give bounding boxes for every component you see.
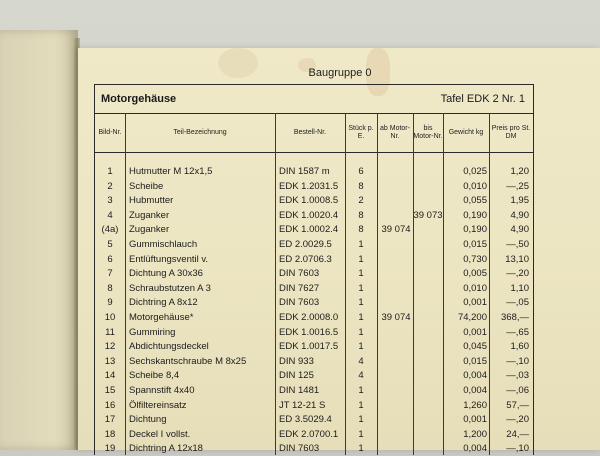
row-nr: 5 <box>107 239 113 250</box>
price: 13,10 <box>505 253 529 265</box>
order-number: DIN 1481 <box>279 385 320 396</box>
quantity: 1 <box>358 268 364 280</box>
order-number: DIN 1587 m <box>279 166 330 177</box>
row-nr: 2 <box>107 180 113 192</box>
column-header-qty: Stück p. E. <box>345 113 377 153</box>
price: 57,— <box>506 399 529 411</box>
row-nr: 6 <box>107 253 113 265</box>
part-name: Scheibe 8,4 <box>129 370 180 382</box>
price: —,10 <box>506 355 529 367</box>
to-motor-nr: 39 073 <box>413 209 443 221</box>
quantity: 6 <box>358 166 364 177</box>
weight: 0,004 <box>463 370 487 382</box>
order-number: DIN 7603 <box>279 297 320 309</box>
table-row <box>95 296 533 310</box>
order-number: EDK 1.0016.5 <box>279 326 339 338</box>
weight: 0,001 <box>463 414 487 426</box>
weight: 0,055 <box>463 195 487 207</box>
sheet-title: Motorgehäuse <box>101 93 177 105</box>
weight: 1,200 <box>463 428 487 440</box>
part-name: Dichtung <box>129 414 167 426</box>
weight: 0,010 <box>463 180 487 192</box>
table-row <box>95 253 533 267</box>
order-number: EDK 1.0002.4 <box>279 224 339 236</box>
table-row <box>95 223 533 237</box>
part-name: Motorgehäuse* <box>129 312 194 323</box>
from-motor-nr: 39 074 <box>381 312 411 323</box>
group-title: Baugruppe 0 <box>308 67 372 79</box>
part-name: Hubmutter <box>129 195 174 207</box>
row-nr: 8 <box>107 282 113 294</box>
column-header-price: Preis pro St. DM <box>489 113 533 153</box>
quantity: 1 <box>358 414 364 426</box>
table-row <box>95 180 533 194</box>
column-header-name: Teil-Bezeichnung <box>125 113 275 153</box>
part-name: Zuganker <box>129 209 170 221</box>
part-name: Abdichtungsdeckel <box>129 341 209 353</box>
quantity: 1 <box>358 282 364 294</box>
weight: 0,730 <box>463 253 487 265</box>
price: —,05 <box>506 297 529 309</box>
table-row <box>95 282 533 296</box>
order-number: DIN 7627 <box>279 282 320 294</box>
price: 1,10 <box>510 282 529 294</box>
price: 24,— <box>506 428 529 440</box>
row-nr: 18 <box>104 428 116 440</box>
part-name: Dichtung A 30x36 <box>129 268 203 280</box>
price: 4,90 <box>510 209 529 221</box>
price: 368,— <box>501 312 529 323</box>
price: —,10 <box>506 443 529 455</box>
weight: 0,015 <box>463 239 487 250</box>
from-motor-nr: 39 074 <box>381 224 411 236</box>
row-nr: 13 <box>104 355 116 367</box>
row-nr: 16 <box>104 399 116 411</box>
weight: 0,001 <box>463 326 487 338</box>
weight: 0,045 <box>463 341 487 353</box>
table-row <box>95 428 533 442</box>
order-number: DIN 933 <box>279 355 314 367</box>
price: —,65 <box>506 326 529 338</box>
weight: 0,005 <box>463 268 487 280</box>
quantity: 1 <box>358 341 364 353</box>
table-row <box>95 326 533 340</box>
table-row <box>95 340 533 354</box>
left-page-edge <box>0 30 78 450</box>
table-row <box>95 442 533 456</box>
row-nr: 3 <box>107 195 113 207</box>
price: 1,95 <box>510 195 529 207</box>
column-header-weight: Gewicht kg <box>443 113 489 153</box>
quantity: 1 <box>358 326 364 338</box>
order-number: EDK 1.0008.5 <box>279 195 339 207</box>
row-nr: 1 <box>107 166 113 177</box>
part-name: Scheibe <box>129 180 164 192</box>
price: —,06 <box>506 385 529 396</box>
order-number: EDK 2.0008.0 <box>279 312 339 323</box>
part-name: Deckel I vollst. <box>129 428 191 440</box>
part-name: Sechskantschraube M 8x25 <box>129 355 247 367</box>
plate-number: Tafel EDK 2 Nr. 1 <box>440 93 525 105</box>
quantity: 4 <box>358 355 364 367</box>
weight: 0,001 <box>463 297 487 309</box>
quantity: 1 <box>358 443 364 455</box>
price: 1,60 <box>510 341 529 353</box>
price: —,03 <box>506 370 529 382</box>
weight: 1,260 <box>463 399 487 411</box>
quantity: 4 <box>358 370 364 382</box>
order-number: DIN 7603 <box>279 443 320 455</box>
weight: 0,004 <box>463 443 487 455</box>
order-number: JT 12-21 S <box>279 399 326 411</box>
quantity: 1 <box>358 312 364 323</box>
weight: 0,015 <box>463 355 487 367</box>
row-nr: 12 <box>104 341 116 353</box>
table-row <box>95 209 533 223</box>
table-row <box>95 399 533 413</box>
row-nr: 10 <box>104 312 116 323</box>
catalog-page <box>78 48 600 455</box>
part-name: Entlüftungsventil v. <box>129 253 209 265</box>
row-nr: 17 <box>104 414 116 426</box>
table-row <box>95 165 533 179</box>
quantity: 8 <box>358 224 364 236</box>
table-row <box>95 413 533 427</box>
part-name: Gummischlauch <box>129 239 198 250</box>
price: —,50 <box>506 239 529 250</box>
quantity: 8 <box>358 209 364 221</box>
column-header-nr: Bild-Nr. <box>95 113 125 153</box>
weight: 0,190 <box>463 209 487 221</box>
row-nr: 7 <box>107 268 113 280</box>
order-number: EDK 2.0700.1 <box>279 428 339 440</box>
part-name: Ölfiltereinsatz <box>129 399 187 411</box>
table-row <box>95 311 533 325</box>
quantity: 1 <box>358 399 364 411</box>
row-nr: (4a) <box>101 224 119 236</box>
order-number: DIN 7603 <box>279 268 320 280</box>
weight: 0,025 <box>463 166 487 177</box>
column-header-ab: ab Motor-Nr. <box>377 113 413 153</box>
weight: 0,004 <box>463 385 487 396</box>
part-name: Gummiring <box>129 326 176 338</box>
row-nr: 11 <box>105 326 115 338</box>
price: 4,90 <box>510 224 529 236</box>
stain-mark <box>218 48 258 78</box>
table-row <box>95 369 533 383</box>
table-row <box>95 267 533 281</box>
weight: 0,190 <box>463 224 487 236</box>
table-header-bar <box>95 85 533 114</box>
part-name: Spannstift 4x40 <box>129 385 195 396</box>
column-header-order: Bestell-Nr. <box>275 113 345 153</box>
row-nr: 19 <box>104 443 116 455</box>
part-name: Zuganker <box>129 224 170 236</box>
quantity: 1 <box>358 297 364 309</box>
order-number: ED 3.5029.4 <box>279 414 332 426</box>
order-number: ED 2.0706.3 <box>279 253 332 265</box>
part-name: Dichtring A 8x12 <box>129 297 198 309</box>
quantity: 1 <box>358 239 364 250</box>
quantity: 2 <box>358 195 364 207</box>
part-name: Dichtring A 12x18 <box>129 443 203 455</box>
row-nr: 14 <box>104 370 116 382</box>
order-number: DIN 125 <box>279 370 314 382</box>
table-row <box>95 238 533 252</box>
quantity: 1 <box>358 428 364 440</box>
order-number: EDK 1.2031.5 <box>279 180 339 192</box>
part-name: Hutmutter M 12x1,5 <box>129 166 213 177</box>
price: —,20 <box>506 414 529 426</box>
table-row <box>95 384 533 398</box>
order-number: EDK 1.0017.5 <box>279 341 339 353</box>
weight: 0,010 <box>463 282 487 294</box>
order-number: ED 2.0029.5 <box>279 239 332 250</box>
parts-table <box>94 84 534 455</box>
quantity: 1 <box>358 385 364 396</box>
price: —,20 <box>506 268 529 280</box>
weight: 74,200 <box>457 312 487 323</box>
price: 1,20 <box>510 166 529 177</box>
table-row <box>95 355 533 369</box>
row-nr: 9 <box>107 297 113 309</box>
column-header-bis: bis Motor-Nr. <box>413 113 443 153</box>
row-nr: 4 <box>107 209 113 221</box>
table-row <box>95 194 533 208</box>
quantity: 8 <box>358 180 364 192</box>
quantity: 1 <box>358 253 364 265</box>
order-number: EDK 1.0020.4 <box>279 209 339 221</box>
row-nr: 15 <box>104 385 116 396</box>
part-name: Schraubstutzen A 3 <box>129 282 211 294</box>
price: —,25 <box>506 180 529 192</box>
